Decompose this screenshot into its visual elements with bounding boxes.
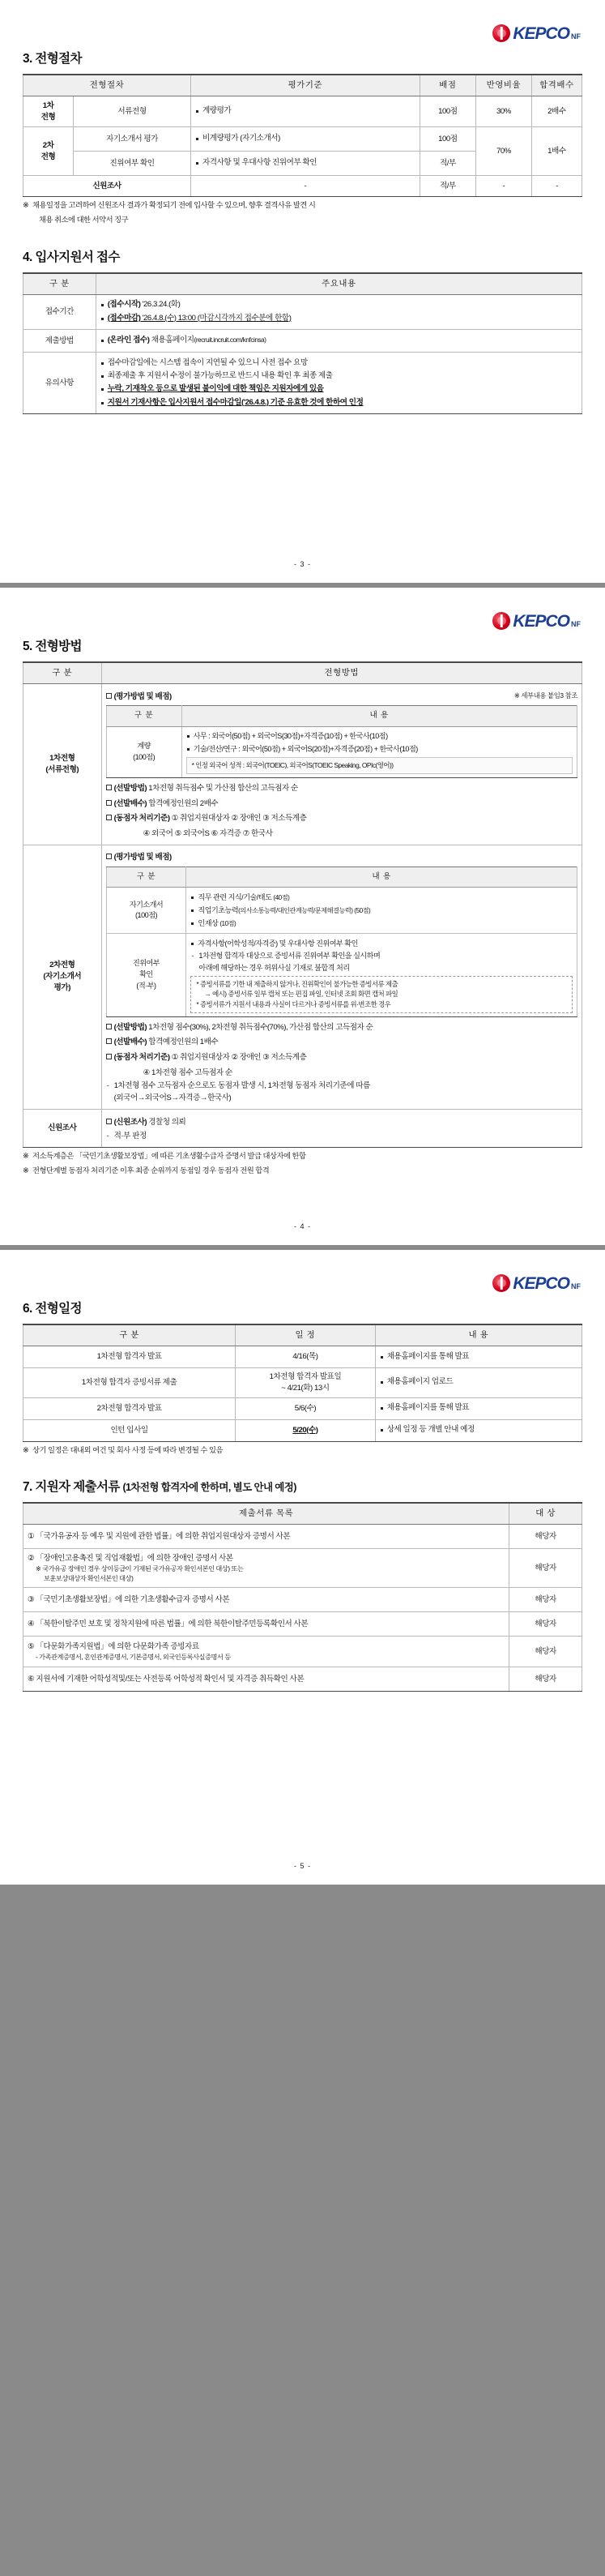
coverletter-item-1: 직무 관련 지식/기술/태도 (40점) [190,892,573,904]
table-row [23,176,582,197]
cell-multiple-2: 1배수 [531,127,582,176]
kepco-logo-mark-icon [492,24,510,42]
th-inner-division: 구 분 [106,867,186,887]
cell-criteria-4: - [190,176,420,197]
stage2-label-main: 2차전형 [49,961,75,970]
checkbox-icon [106,800,112,806]
cell-sched-div-1: 1차전형 합격자 발표 [23,1346,236,1368]
cell-step-1: 서류전형 [74,96,191,127]
cell-step-3: 진위여부 확인 [74,152,191,176]
checkbox-icon [106,1119,112,1124]
stage2-check-method: (선발방법) 1차전형 점수(30%), 2차전형 취득점수(70%), 가산점 합산의 고득점자 순 [106,1021,577,1033]
caution-item-4: 지원서 기재사항은 입사지원서 접수마감일('26.4.8.) 기준 유효한 것에 한하여 인정 [100,397,577,409]
section-5-note-1: ※ 저소득계층은 「국민기초생활보장법」에 따른 기초생활수급자 증명서 발급 대상자에 한함 [23,1150,582,1162]
doc-line-2-1: ② 「장애인고용촉진 및 직업재활법」에 의한 장애인 증명서 사본 [28,1554,233,1564]
accepted-language-note: * 인정 외국어 성적 : 외국어(TOEIC), 외국어S(TOEIC Speaking, OPIc(영어)) [186,757,573,774]
th-score: 배점 [420,75,475,96]
table-row [23,1346,582,1368]
quant-item-tech: 기술/전산/연구 : 외국어(50점) + 외국어S(20점)+자격증(20점) + 한국사(10점) [186,743,573,755]
section-3-note-line-2: 채용 취소에 대한 서약서 징구 [39,215,129,224]
table-row [23,96,582,127]
table-row-stage3 [23,1110,582,1148]
th-schedule: 일 정 [236,1324,376,1346]
cell-ratio-2: 70% [475,127,531,176]
caution-item-3: 누락, 기재착오 등으로 발생된 불이익에 대한 책임은 지원자에게 있음 [100,383,577,396]
section-4-title: 4. 입사지원서 접수 [23,250,120,264]
cell-ratio-1: 30% [475,96,531,127]
cell-receipt-period-content [96,294,582,329]
doc-no-6: ⑥ [28,1675,35,1684]
receipt-start-item: (접수시작) '26.3.24.(화) [100,299,577,311]
cell-sched-div-2: 1차전형 합격자 증빙서류 제출 [23,1367,236,1397]
cell-coverletter-label [106,888,186,934]
section-3-title: 3. 전형절차 [23,52,82,66]
verification-warning-box [190,976,573,1013]
criteria-item: 계량평가 [195,105,415,118]
cell-score-4: 적/부 [420,176,475,197]
coverletter-label-sub: (100점) [135,911,158,920]
cell-doc-target-5: 해당자 [509,1637,582,1667]
kepco-logo-subtext: NF [571,620,581,629]
stage2-label-sub2: 평가) [53,983,70,993]
kepco-logo-subtext: NF [571,32,581,41]
application-table [23,272,582,414]
stage1-label-main: 1차전형 [49,753,75,763]
table-row [23,1588,582,1612]
doc-text-3: 「국민기초생활보장법」에 의한 기초생활수급자 증명서 사본 [36,1595,230,1605]
quant-item-office: 사무 : 외국어(50점) + 외국어S(30점)+자격증(10점) + 한국사(10점) [186,730,573,742]
table-row [23,1637,582,1667]
section-7-title [23,1477,582,1495]
section-7-title-sub: (1차전형 합격자에 한하며, 별도 안내 예정) [122,1482,296,1494]
doc-text-1: 「국가유공자 등 예우 및 지원에 관한 법률」에 의한 취업지원대상자 증명서 사본 [36,1532,291,1542]
doc-line-5-2: - 가족관계증명서, 혼인관계증명서, 기본증명서, 외국인등록사실증명서 등 [36,1653,231,1661]
doc-line-2-3: 보훈보상대상자 확인서본인 대상) [44,1574,134,1582]
selection-method-table [23,661,582,1148]
stage2-check-multiple: (선발배수) 합격예정인원의 1배수 [106,1036,577,1048]
th-ratio: 반영비율 [475,75,531,96]
page-3 [0,1250,605,1885]
stage1-score-table [106,705,577,777]
cell-verification-label [106,934,186,1016]
kepco-logo-text: KEPCO [513,24,569,44]
table-row [23,127,582,152]
page-number-1: - 3 - [293,560,311,569]
th-inner-content: 내 용 [186,867,577,887]
caution-item-1: 접수마감일에는 시스템 접속이 지연될 수 있으니 사전 접수 요망 [100,357,577,370]
stage2-label-sub1: (자기소개서 [43,972,82,982]
cell-doc-target-6: 해당자 [509,1667,582,1692]
checkbox-icon [106,1024,112,1029]
cell-doc-6 [23,1667,509,1692]
warning-line-3: * 증빙서류가 지원서 내용과 사실이 다르거나 증빙서류를 위·변조한 경우 [196,999,391,1008]
table-row [23,1397,582,1419]
section-3-block [23,49,582,226]
cell-ratio-4: - [475,176,531,197]
doc-line-2-2: ※ 국가유공 장애인 경우 상이등급이 기재된 국가유공자 확인서본인 대상) 또는 [36,1565,244,1573]
verification-label-l1: 진위여부 [132,959,160,968]
cell-sched-date-4: 5/20(수) [236,1419,376,1441]
cell-sched-content-1: 채용홈페이지를 통해 발표 [375,1346,582,1368]
cell-sched-content-2: 채용홈페이지 업로드 [375,1367,582,1397]
doc-no-4: ④ [28,1620,35,1629]
cell-coverletter-content [186,888,577,934]
inner-row [106,726,577,777]
doc-text-6: 지원서에 기재한 어학성적및/또는 사전등록 어학성적 확인서 및 자격증 취득확인 사본 [36,1675,305,1684]
section-5-title: 5. 전형방법 [23,640,82,654]
cell-sched-content-3: 채용홈페이지를 통해 발표 [375,1397,582,1419]
table-row [23,294,582,329]
coverletter-item-2: 직업기초능력(의사소통능력/대인관계능력/문제해결능력) (50점) [190,905,573,917]
table-row [23,1667,582,1692]
inner-row-verification [106,934,577,1016]
th-inner-content: 내 용 [181,706,577,726]
th-procedure: 전형절차 [23,75,191,96]
doc-no-1: ① [28,1532,35,1542]
cell-sched-date-2: 1차전형 합격자 발표일 ~ 4/21(화) 13시 [236,1367,376,1397]
th-inner-division: 구 분 [106,706,181,726]
cell-multiple-4: - [531,176,582,197]
cell-stage-4: 신원조사 [23,176,191,197]
cell-verification-content [186,934,577,1016]
doc-no-5: ⑤ [28,1642,35,1652]
criteria-item: 자격사항 및 우대사항 진위여부 확인 [195,157,415,169]
cell-quant-content [181,726,577,777]
stage2-score-table [106,867,577,1017]
th-criteria: 평가기준 [190,75,420,96]
table-row-stage2 [23,845,582,1110]
table-header-row [23,662,582,684]
cell-sched-date-3: 5/6(수) [236,1397,376,1419]
checkbox-icon [106,1038,112,1044]
doc-no-3: ③ [28,1595,35,1605]
receipt-end-item: (접수마감) '26.4.8.(수) 13:00 (마감시각까지 접수분에 한함) [100,313,577,325]
th-division: 구 분 [23,1324,236,1346]
cell-submit-method-content [96,330,582,353]
section-6-title: 6. 전형일정 [23,1302,82,1316]
stage1-tiebreak-sub: ④ 외국어 ⑤ 외국어S ⑥ 자격증 ⑦ 한국사 [143,829,273,839]
th-multiple: 합격배수 [531,75,582,96]
caution-item-2: 최종제출 후 지원서 수정이 불가능하므로 반드시 내용 확인 후 최종 제출 [100,370,577,383]
cell-sched-date-1: 4/16(목) [236,1346,376,1368]
section-7-block [23,1477,582,1692]
recruit-site-url[interactable]: (recruit.incruit.com/knfcinsa) [194,336,266,344]
cell-score-1: 100점 [420,96,475,127]
section-3-note-line-1: ※ 채용일정을 고려하여 신원조사 결과가 확정되기 전에 입사할 수 있으며, 향후 결격사유 발견 시 [23,199,582,212]
kepco-logo [492,21,581,42]
cell-stage1-label [23,684,102,845]
stage1-label-sub: (서류전형) [45,764,79,774]
stage2-tail: - 1차전형 점수 고득점자 순으로도 동점자 발생 시, 1차전형 동점자 처리기준에 따름 (외국어→외국어S→자격증→한국사) [106,1080,577,1105]
cell-quant-label [106,726,181,777]
stage3-dash: - 적·부 판정 [106,1131,577,1143]
page-number-3: - 5 - [293,1862,311,1871]
table-row [23,1525,582,1549]
table-header-row [23,1324,582,1346]
stage1-eval-heading: (평가방법 및 배점) [113,691,172,701]
table-row [23,1419,582,1441]
verification-dash: - 1차전형 합격자 대상으로 증빙서류 진위여부 확인을 실시하며 아래에 해당하는 경우 허위사실 기재로 불합격 처리 [190,950,573,973]
quant-label-sub: (100점) [133,752,156,761]
criteria-item: 비계량평가 (자기소개서) [195,133,415,145]
checkbox-icon [106,785,112,790]
stage1-eval-heading-line [106,691,577,703]
table-header-row [23,75,582,96]
cell-step-2: 자기소개서 평가 [74,127,191,152]
section-6-block [23,1299,582,1456]
cell-sched-content-4: 상세 일정 등 개별 안내 예정 [375,1419,582,1441]
doc-line-5-1: ⑤ 「다문화가족지원법」에 의한 다문화가족 증빙자료 [28,1642,199,1652]
page-number-2: - 4 - [293,1222,311,1231]
cell-doc-1 [23,1525,509,1549]
warning-line-2: → 예시) 증빙서류 일부 캡처 또는 편집 파일, 인터넷 조회 화면 캡처 파일 [204,990,398,999]
th-main-content: 주요내용 [96,273,582,295]
doc-text-4: 「북한이탈주민 보호 및 정착지원에 따른 법률」에 의한 북한이탈주민등록확인서 사본 [36,1620,309,1629]
cell-score-2: 100점 [420,127,475,152]
cell-score-3: 적/부 [420,152,475,176]
table-row [23,1367,582,1397]
th-selection-method: 전형방법 [101,662,582,684]
coverletter-label-main: 자기소개서 [129,900,164,909]
cell-stage2-content [101,845,582,1110]
schedule-table [23,1324,582,1441]
cell-stage3-content [101,1110,582,1148]
stage2-check-tiebreak: (동점자 처리기준) ① 취업지원대상자 ② 장애인 ③ 저소득계층 [106,1051,577,1063]
kepco-logo-subtext: NF [571,1282,581,1291]
inner-row-cover-letter [106,888,577,934]
table-header-row [23,273,582,295]
th-division: 구 분 [23,662,102,684]
kepco-logo-text: KEPCO [513,612,569,631]
cell-stage3-label: 신원조사 [23,1110,102,1148]
submit-method-item: (온라인 접수) 채용홈페이지(recruit.incruit.com/knfcinsa) [100,335,577,347]
quant-label-main: 계량 [137,742,151,751]
cell-caution-label: 유의사항 [23,353,96,414]
documents-table [23,1502,582,1692]
cell-doc-2 [23,1549,509,1588]
stage2-eval-heading: (평가방법 및 배점) [113,853,172,862]
warning-line-1: * 증빙서류를 기한 내 제출하지 않거나, 진위확인이 불가능한 증빙서류 제출 [196,979,398,988]
section-5-note-2: ※ 전형단계별 동점자 처리기준 이후 최종 순위까지 동점일 경우 동점자 전원 합격 [23,1165,582,1177]
stage1-check-multiple: (선발배수) 합격예정인원의 2배수 [106,798,577,810]
kepco-logo-text: KEPCO [513,1274,569,1294]
kepco-logo-mark-icon [492,612,510,630]
cell-stage2-label [23,845,102,1110]
table-row [23,353,582,414]
section-7-title-main: 7. 지원자 제출서류 [23,1480,120,1495]
table-row [23,1612,582,1637]
table-header-row [23,1503,582,1525]
stage1-check-tiebreak: (동점자 처리기준) ① 취업지원대상자 ② 장애인 ③ 저소득계층 [106,812,577,824]
checkbox-icon [106,815,112,820]
cell-doc-3 [23,1588,509,1612]
stage1-eval-reference: ※ 세부내용 붙임3 참조 [513,691,577,700]
verification-label-l2: 확인 [139,970,153,979]
kepco-logo-mark-icon [492,1274,510,1292]
cell-doc-5 [23,1637,509,1667]
cell-receipt-period-label: 접수기간 [23,294,96,329]
stage3-check-line: (신원조사) 경찰청 의뢰 [106,1116,577,1128]
cell-criteria-2 [190,127,420,152]
checkbox-icon [106,693,112,699]
cell-sched-div-4: 인턴 입사일 [23,1419,236,1441]
th-doc-target: 대 상 [509,1503,582,1525]
cell-submit-method-label: 제출방법 [23,330,96,353]
cell-caution-content [96,353,582,414]
cell-doc-target-2: 해당자 [509,1549,582,1588]
section-6-note: ※ 상기 일정은 대내외 여건 및 회사 사정 등에 따라 변경될 수 있음 [23,1444,582,1457]
cell-doc-target-1: 해당자 [509,1525,582,1549]
section-5-block [23,636,582,1177]
checkbox-icon [106,1054,112,1059]
procedure-table [23,74,582,197]
checkbox-icon [106,854,112,859]
inner-header-row [106,706,577,726]
page-2 [0,588,605,1245]
verification-bullet: 자격사항(어학성적/자격증) 및 우대사항 진위여부 확인 [190,938,573,949]
doc-no-2: ② [28,1554,35,1564]
page-1 [0,0,605,583]
stage2-tiebreak-sub: ④ 1차전형 점수 고득점자 순 [143,1068,232,1078]
coverletter-item-3: 인재상 (10점) [190,918,573,930]
cell-multiple-1: 2배수 [531,96,582,127]
kepco-logo [492,609,581,630]
table-row [23,1549,582,1588]
cell-criteria-3 [190,152,420,176]
kepco-logo [492,1271,581,1292]
stage1-check-method: (선발방법) 1차전형 취득점수 및 가산점 합산의 고득점자 순 [106,782,577,794]
stage2-eval-heading-line [106,851,577,863]
section-4-block [23,247,582,414]
cell-doc-4 [23,1612,509,1637]
verification-label-l3: (적·부) [136,981,156,990]
cell-doc-target-3: 해당자 [509,1588,582,1612]
cell-doc-target-4: 해당자 [509,1612,582,1637]
cell-stage-1: 1차 전형 [23,96,74,127]
cell-stage-2: 2차 전형 [23,127,74,176]
th-content: 내 용 [375,1324,582,1346]
inner-header-row [106,867,577,887]
table-row [23,330,582,353]
table-row-stage1 [23,684,582,845]
cell-stage1-content [101,684,582,845]
cell-criteria-1 [190,96,420,127]
th-division: 구 분 [23,273,96,295]
cell-sched-div-3: 2차전형 합격자 발표 [23,1397,236,1419]
th-doc-list: 제출서류 목록 [23,1503,509,1525]
